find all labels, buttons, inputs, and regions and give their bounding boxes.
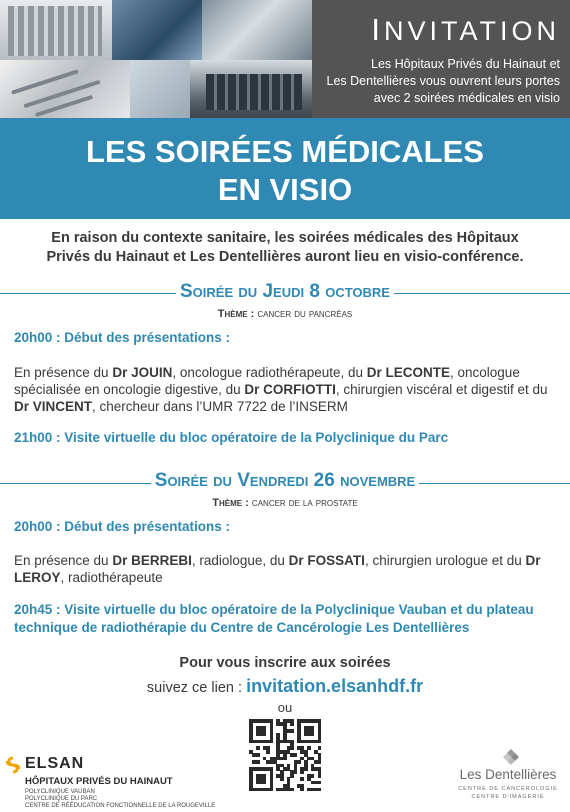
- intro-text: En raison du contexte sanitaire, les soirées médicales des Hôpitaux Privés du Hainaut et Les Dentellières auront lieu en visio-conférence.: [46, 230, 524, 265]
- soiree1-title: Soirée du Jeudi 8 octobre: [0, 281, 570, 303]
- soiree1-time1: 20h00 : Début des présentations :: [14, 330, 231, 345]
- registration-link[interactable]: invitation.elsanhdf.fr: [246, 676, 424, 696]
- medical-tools-photo: [0, 60, 130, 118]
- or-label: ou: [277, 700, 293, 715]
- soiree1-speakers: En présence du Dr JOUIN, oncologue radiothérapeute, du Dr LECONTE, oncologue spécialisée en oncologie digestive, du Dr CORFIOTTI, chirurgien viscéral et digestif et du Dr VINCENT, chercheur dans l’UMR 7722 de l’INSERM: [14, 365, 548, 414]
- soiree1-time2: 21h00 : Visite virtuelle du bloc opératoire de la Polyclinique du Parc: [14, 430, 449, 445]
- elsan-logo-mark-icon: [4, 756, 22, 774]
- qr-code-icon[interactable]: [249, 719, 321, 791]
- invitation-title: INVITATION: [371, 12, 560, 47]
- surgical-instruments-photo: [202, 0, 312, 60]
- clinic-building-photo: [190, 60, 312, 118]
- surgery-photo: [112, 0, 202, 60]
- dentellieres-logo-mark-icon: [502, 748, 520, 766]
- page-title-line1: LES SOIRÉES MÉDICALES: [86, 134, 484, 169]
- soiree2-title: Soirée du Vendredi 26 novembre: [0, 470, 570, 492]
- soiree1-theme: Thème : cancer du pancréas: [217, 308, 353, 320]
- registration-line: suivez ce lien : invitation.elsanhdf.fr: [146, 676, 424, 696]
- invitation-box: [312, 0, 570, 118]
- hospital-building-photo: [0, 0, 112, 60]
- header-photo-collage: [0, 0, 570, 118]
- soiree2-time2: 20h45 : Visite virtuelle du bloc opératoire de la Polyclinique Vauban et du plateau technique de radiothérapie du Centre de Cancérologie Les Dentellières: [14, 602, 534, 635]
- invitation-text: Les Hôpitaux Privés du Hainaut et Les Dentellières vous ouvrent leurs portes avec 2 soirées médicales en visio: [326, 57, 560, 105]
- registration-heading: Pour vous inscrire aux soirées: [179, 655, 391, 671]
- page-title-line2: EN VISIO: [217, 172, 353, 207]
- soiree2-speakers: En présence du Dr BERREBI, radiologue, du Dr FOSSATI, chirurgien urologue et du Dr LEROY, radiothérapeute: [14, 553, 541, 585]
- soiree2-time1: 20h00 : Début des présentations :: [14, 519, 231, 534]
- title-band: [0, 118, 570, 219]
- soiree2-theme: Thème : cancer de la prostate: [212, 497, 358, 509]
- gloved-hand-photo: [130, 60, 190, 118]
